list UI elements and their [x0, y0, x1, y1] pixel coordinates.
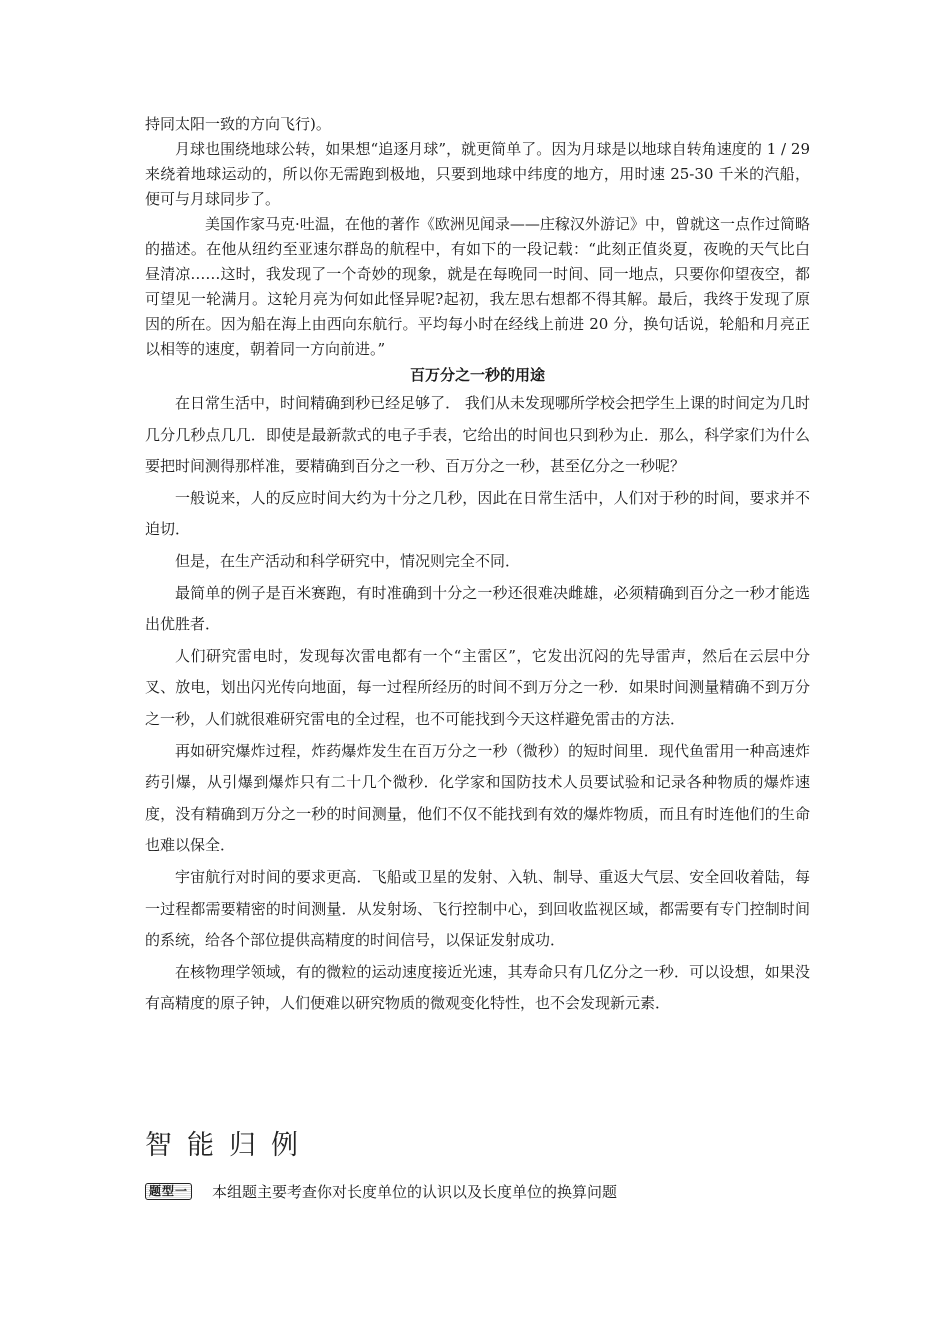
section-heading: 智能归例: [145, 1130, 313, 1161]
paragraph: 宇宙航行对时间的要求更高．飞船或卫星的发射、入轨、制导、重返大气层、安全回收着陆，每一过程都需要精密的时间测量．从发射场、飞行控制中心，到回收监视区域，都需要有专门控制时间的系统，给各个部位提供高精度的时间信号，以保证发射成功．: [145, 867, 810, 950]
document-body: [145, 112, 810, 1020]
paragraph: 在核物理学领域，有的微粒的运动速度接近光速，其寿命只有几亿分之一秒．可以设想，如果没有高精度的原子钟，人们便难以研究物质的微观变化特性，也不会发现新元素．: [145, 962, 810, 1013]
article-text-block: [145, 388, 810, 1020]
paragraph: 但是，在生产活动和科学研究中，情况则完全不同．: [175, 551, 521, 570]
paragraph: 再如研究爆炸过程，炸药爆炸发生在百万分之一秒（微秒）的短时间里．现代鱼雷用一种高速炸药引爆，从引爆到爆炸只有二十几个微秒．化学家和国防技术人员要试验和记录各种物质的爆炸速度，没有精确到万分之一秒的时间测量，他们不仅不能找到有效的爆炸物质，而且有时连他们的生命也难以保全．: [145, 741, 810, 855]
paragraph: 在日常生活中，时间精确到秒已经足够了． 我们从未发现哪所学校会把学生上课的时间定为几时几分几秒点几几．即使是最新款式的电子手表，它给出的时间也只到秒为止．那么，科学家们为什么要把时间测得那样准，要精确到百分之一秒、百万分之一秒，甚至亿分之一秒呢？: [145, 394, 810, 476]
paragraph: 最简单的例子是百米赛跑，有时准确到十分之一秒还很难决雌雄，必须精确到百分之一秒才能选出优胜者．: [145, 583, 810, 634]
topic-badge: 题型一: [145, 1183, 192, 1200]
paragraph: 月球也围绕地球公转，如果想“追逐月球”，就更简单了。因为月球是以地球自转角速度的 1 / 29 来绕着地球运动的，所以你无需跑到极地，只要到地球中纬度的地方，用时速 25-30 千米的汽船，便可与月球同步了。: [145, 140, 810, 208]
paragraph: 持同太阳一致的方向飞行)。: [145, 115, 331, 133]
topic-text: 本组题主要考查你对长度单位的认识以及长度单位的换算问题: [212, 1183, 618, 1201]
topic-line: [145, 1181, 617, 1202]
intro-text-block: [145, 112, 810, 362]
section-title: 百万分之一秒的用途: [409, 366, 545, 384]
paragraph: 美国作家马克·吐温，在他的著作《欧洲见闻录——庄稼汉外游记》中，曾就这一点作过简略的描述。在他从纽约至亚速尔群岛的航程中，有如下的一段记载：“此刻正值炎夏，夜晚的天气比白昼清凉……这时，我发现了一个奇妙的现象，就是在每晚同一时间、同一地点，只要你仰望夜空，都可望见一轮满月。这轮月亮为何如此怪异呢?起初，我左思右想都不得其解。最后，我终于发现了原因的所在。因为船在海上由西向东航行。平均每小时在经线上前进 20 分，换句话说，轮船和月亮正以相等的速度，朝着同一方向前进。”: [145, 215, 810, 358]
paragraph: 一般说来，人的反应时间大约为十分之几秒，因此在日常生活中，人们对于秒的时间，要求并不迫切．: [145, 488, 810, 539]
paragraph: 人们研究雷电时，发现每次雷电都有一个“主雷区”，它发出沉闷的先导雷声，然后在云层中分叉、放电，划出闪光传向地面，每一过程所经历的时间不到万分之一秒．如果时间测量精确不到万分之一秒，人们就很难研究雷电的全过程，也不可能找到今天这样避免雷击的方法．: [145, 646, 810, 728]
